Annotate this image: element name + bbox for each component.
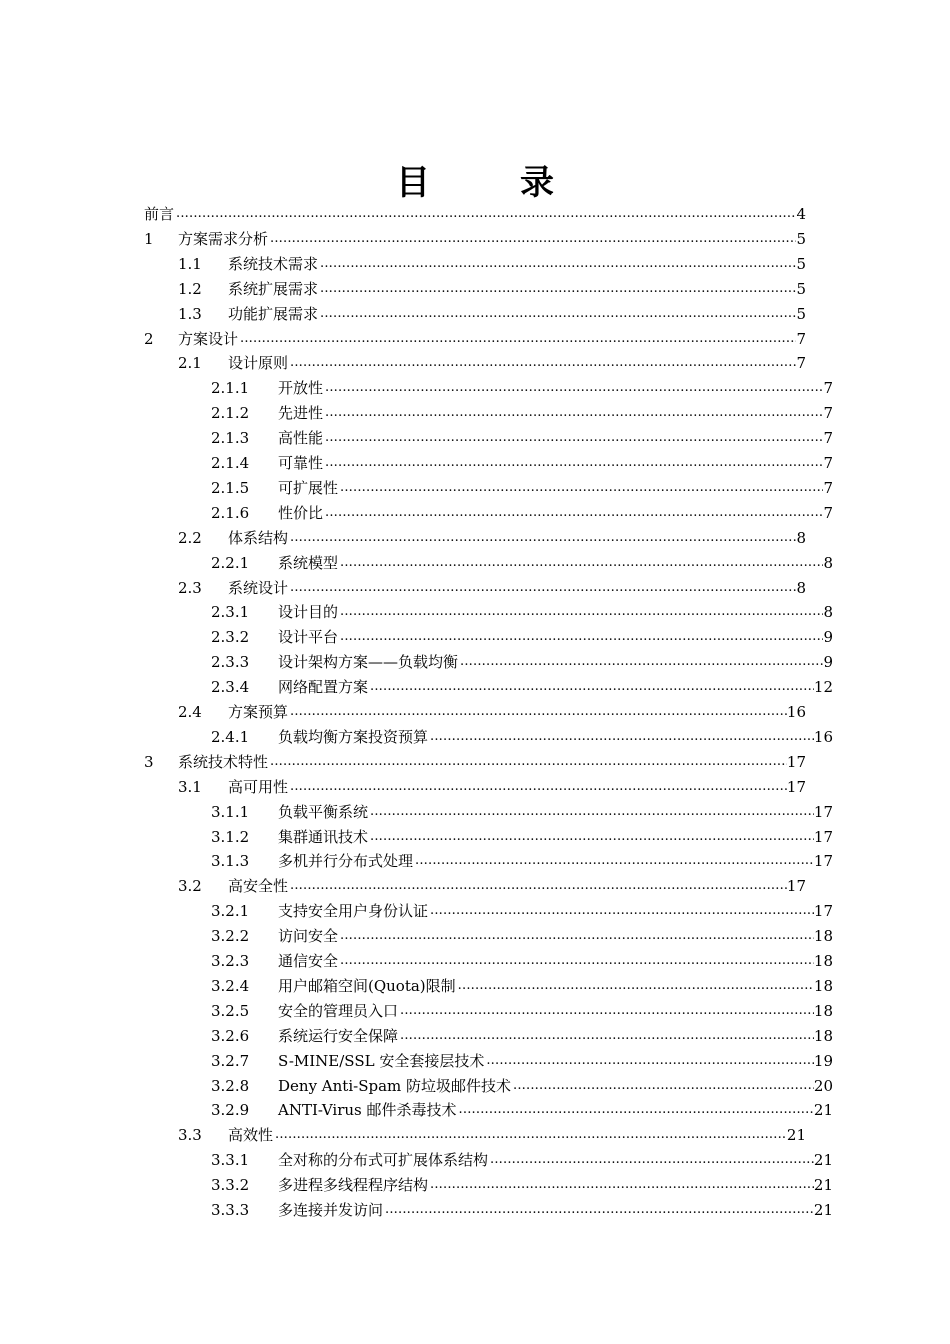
toc-entry-number: 2.1.6 [211, 503, 250, 522]
dot-leader [288, 702, 787, 722]
toc-entry[interactable] [211, 398, 833, 423]
toc-entry-number: 1.1 [178, 254, 202, 273]
toc-entry-number: 3.3.1 [211, 1151, 250, 1170]
toc-entry-number: 2.3 [178, 578, 202, 597]
dot-leader [323, 453, 823, 473]
toc-entry-title: 设计平台 [278, 628, 339, 647]
toc-entry[interactable] [211, 921, 833, 946]
toc-entry-page: 7 [823, 454, 833, 472]
toc-entry-page: 21 [786, 1126, 806, 1145]
toc-entry-title: 用户邮箱空间(Quota)限制 [278, 976, 456, 995]
toc-entry-title: 高效性 [228, 1126, 274, 1145]
toc-entry[interactable] [211, 622, 833, 647]
toc-entry-title: 网络配置方案 [278, 678, 369, 697]
toc-entry[interactable] [211, 946, 833, 971]
toc-entry-number: 2.1.5 [211, 478, 250, 497]
toc-entry-title: 支持安全用户身份认证 [278, 902, 429, 921]
toc-entry-page: 7 [823, 379, 833, 398]
dot-leader [238, 329, 796, 349]
dot-leader [488, 1150, 814, 1170]
toc-entry-number: 2.3.2 [211, 628, 250, 647]
toc-entry-title: 设计目的 [278, 603, 339, 622]
dot-leader [457, 1100, 814, 1120]
toc-entry-title: 方案预算 [228, 703, 289, 721]
dot-leader [323, 503, 823, 523]
dot-leader [338, 926, 814, 946]
toc-entry-number: 3.1.3 [211, 852, 250, 871]
dot-leader [174, 204, 796, 224]
toc-entry-title: 方案设计 [178, 329, 239, 348]
toc-entry-page: 5 [796, 304, 806, 323]
toc-entry[interactable] [178, 573, 806, 598]
toc-entry-page: 19 [813, 1051, 833, 1070]
toc-entry[interactable] [211, 672, 833, 697]
toc-entry-title: 方案需求分析 [178, 229, 269, 248]
toc-entry[interactable] [178, 274, 806, 299]
toc-entry[interactable] [211, 1095, 833, 1120]
dot-leader [413, 851, 814, 871]
toc-entry-title: ANTI-Virus 邮件杀毒技术 [278, 1101, 457, 1120]
toc-entry-number: 2.4 [178, 703, 202, 721]
toc-entry-title: 系统技术需求 [228, 254, 319, 273]
toc-entry-page: 16 [786, 703, 806, 721]
toc-entry-number: 3.2.5 [211, 1001, 250, 1020]
toc-entry-page: 7 [823, 478, 833, 497]
toc-entry-number: 3.1.2 [211, 827, 250, 846]
toc-entry-number: 3.2.8 [211, 1076, 250, 1095]
toc-entry-title: 系统模型 [278, 553, 339, 572]
toc-entry-page: 8 [823, 553, 833, 572]
dot-leader [338, 951, 814, 971]
toc-entry-title: 体系结构 [228, 528, 289, 547]
dot-leader [323, 403, 823, 423]
toc-entry-number: 1.2 [178, 279, 202, 298]
toc-entry[interactable] [211, 498, 833, 523]
toc-title: 目 录 [396, 163, 582, 203]
toc-entry-title: 设计原则 [228, 354, 289, 373]
toc-entry-number: 3.2.4 [211, 976, 250, 995]
dot-leader [368, 677, 814, 697]
toc-entry-page: 8 [823, 603, 833, 622]
toc-entry-page: 18 [813, 952, 833, 970]
toc-entry-number: 2.3.4 [211, 678, 250, 697]
toc-entry-number: 3.2.9 [211, 1101, 250, 1120]
toc-entry-title: 多进程多线程程序结构 [278, 1176, 429, 1195]
toc-entry[interactable] [211, 822, 833, 847]
toc-entry-number: 3.2.6 [211, 1026, 250, 1045]
toc-entry-title: S-MINE/SSL 安全套接层技术 [278, 1051, 485, 1070]
toc-entry-page: 9 [823, 653, 833, 672]
toc-entry-number: 2.4.1 [211, 727, 250, 746]
toc-entry-number: 3 [144, 752, 154, 771]
dot-leader [318, 254, 796, 274]
toc-entry-number: 3.3 [178, 1126, 202, 1145]
toc-entry-number: 3.2.2 [211, 927, 250, 946]
toc-entry-page: 17 [786, 777, 806, 796]
toc-entry[interactable] [211, 797, 833, 822]
toc-entry-page: 21 [813, 1201, 833, 1219]
toc-entry-number: 2.3.3 [211, 653, 250, 672]
toc-entry[interactable] [211, 996, 833, 1021]
toc-entry-page: 18 [813, 1001, 833, 1020]
toc-entry-number: 2.1.2 [211, 404, 250, 423]
toc-entry[interactable] [178, 348, 806, 373]
dot-leader [338, 602, 823, 622]
dot-leader [383, 1200, 814, 1220]
toc-entry[interactable] [144, 324, 806, 349]
toc-entry-page: 17 [813, 852, 833, 871]
dot-leader [428, 901, 814, 921]
toc-entry-page: 18 [813, 1026, 833, 1045]
dot-leader [338, 553, 823, 573]
toc-entry-title: 系统设计 [228, 578, 289, 597]
dot-leader [428, 1175, 814, 1195]
toc-entry[interactable] [211, 448, 833, 473]
toc-entry-title: 开放性 [278, 379, 324, 398]
toc-entry-page: 5 [796, 229, 806, 248]
toc-entry-number: 2.1.4 [211, 454, 250, 472]
toc-entry-page: 16 [813, 727, 833, 746]
toc-entry[interactable] [211, 1195, 833, 1220]
toc-entry[interactable] [144, 747, 806, 772]
toc-entry-title: 负载均衡方案投资预算 [278, 727, 429, 746]
toc-entry[interactable] [211, 548, 833, 573]
toc-entry-title: 访问安全 [278, 927, 339, 946]
toc-entry-page: 5 [796, 254, 806, 273]
toc-entry[interactable] [178, 249, 806, 274]
toc-entry[interactable] [211, 473, 833, 498]
toc-entry-number: 1 [144, 229, 154, 248]
toc-entry-page: 7 [796, 354, 806, 373]
toc-entry-title: 高安全性 [228, 877, 289, 896]
dot-leader [323, 378, 823, 398]
toc-entry-title: 前言 [144, 205, 175, 223]
dot-leader [273, 1125, 787, 1145]
toc-entry[interactable] [211, 1046, 833, 1071]
toc-entry-title: Deny Anti-Spam 防垃圾邮件技术 [278, 1076, 512, 1095]
dot-leader [484, 1051, 814, 1071]
toc-entry-page: 8 [796, 528, 806, 547]
toc-entry-page: 18 [813, 976, 833, 995]
toc-entry-title: 功能扩展需求 [228, 304, 319, 323]
toc-entry-page: 20 [813, 1076, 833, 1095]
toc-entry-title: 系统运行安全保障 [278, 1026, 399, 1045]
dot-leader [511, 1076, 814, 1096]
toc-entry[interactable] [178, 871, 806, 896]
toc-entry-page: 17 [786, 877, 806, 896]
toc-entry[interactable] [211, 896, 833, 921]
toc-entry[interactable] [211, 1145, 833, 1170]
toc-entry[interactable] [144, 199, 806, 224]
dot-leader [288, 528, 796, 548]
dot-leader [268, 752, 787, 772]
toc-entry-title: 负载平衡系统 [278, 802, 369, 821]
dot-leader [288, 353, 796, 373]
dot-leader [288, 777, 787, 797]
toc-entry[interactable] [211, 597, 833, 622]
toc-entry-number: 2.1.1 [211, 379, 250, 398]
toc-entry[interactable] [211, 1071, 833, 1096]
toc-entry-number: 3.1.1 [211, 802, 250, 821]
toc-entry-page: 12 [813, 678, 833, 697]
dot-leader [458, 652, 823, 672]
toc-entry-page: 7 [796, 329, 806, 348]
dot-leader [368, 827, 814, 847]
toc-entry-number: 2.2 [178, 528, 202, 547]
dot-leader [338, 627, 823, 647]
toc-entry[interactable] [178, 1120, 806, 1145]
dot-leader [268, 229, 796, 249]
dot-leader [323, 428, 823, 448]
toc-entry-page: 21 [813, 1151, 833, 1170]
dot-leader [368, 802, 814, 822]
toc-entry-title: 全对称的分布式可扩展体系结构 [278, 1151, 489, 1170]
toc-entry[interactable] [211, 722, 833, 747]
toc-entry-number: 3.1 [178, 777, 202, 796]
toc-entry-title: 可扩展性 [278, 478, 339, 497]
toc-entry-page: 21 [813, 1176, 833, 1195]
toc-entry[interactable] [211, 1021, 833, 1046]
toc-entry[interactable] [178, 772, 806, 797]
toc-entry-number: 3.2.1 [211, 902, 250, 921]
toc-entry-number: 2.1 [178, 354, 202, 373]
toc-entry-title: 设计架构方案——负载均衡 [278, 653, 459, 672]
dot-leader [338, 478, 823, 498]
toc-entry[interactable] [178, 697, 806, 722]
toc-entry[interactable] [211, 971, 833, 996]
toc-entry-page: 5 [796, 279, 806, 298]
toc-entry-number: 2 [144, 329, 154, 348]
toc-entry[interactable] [211, 423, 833, 448]
toc-entry[interactable] [211, 1170, 833, 1195]
toc-entry-title: 安全的管理员入口 [278, 1001, 399, 1020]
toc-entry-number: 2.2.1 [211, 553, 250, 572]
toc-entry-page: 7 [823, 429, 833, 448]
toc-entry-number: 3.3.3 [211, 1201, 250, 1219]
toc-entry-number: 3.2.3 [211, 952, 250, 970]
toc-entry-title: 高性能 [278, 429, 324, 448]
toc-entry-title: 可靠性 [278, 454, 324, 472]
toc-entry-page: 17 [813, 802, 833, 821]
dot-leader [428, 727, 814, 747]
dot-leader [398, 1001, 814, 1021]
toc-entry-title: 多机并行分布式处理 [278, 852, 414, 871]
toc-entry-title: 多连接并发访问 [278, 1201, 384, 1219]
toc-entry[interactable] [144, 224, 806, 249]
toc-entry[interactable] [211, 846, 833, 871]
toc-entry-number: 2.3.1 [211, 603, 250, 622]
toc-entry-page: 21 [813, 1101, 833, 1120]
toc-entry-page: 8 [796, 578, 806, 597]
dot-leader [288, 578, 796, 598]
toc-entry-page: 17 [813, 902, 833, 921]
toc-entry-page: 9 [823, 628, 833, 647]
toc-entry-number: 3.2 [178, 877, 202, 896]
toc-entry[interactable] [178, 299, 806, 324]
toc-entry-number: 1.3 [178, 304, 202, 323]
toc-entry-title: 通信安全 [278, 952, 339, 970]
toc-entry-title: 集群通讯技术 [278, 827, 369, 846]
toc-entry-title: 先进性 [278, 404, 324, 423]
toc-entry-number: 3.3.2 [211, 1176, 250, 1195]
toc-entry-number: 3.2.7 [211, 1051, 250, 1070]
dot-leader [456, 976, 814, 996]
toc-entry-title: 系统扩展需求 [228, 279, 319, 298]
toc-entry-title: 性价比 [278, 503, 324, 522]
dot-leader [288, 876, 787, 896]
toc-entry-page: 4 [796, 205, 806, 223]
toc-entry-number: 2.1.3 [211, 429, 250, 448]
dot-leader [318, 279, 796, 299]
toc-entry[interactable] [178, 523, 806, 548]
toc-entry-title: 高可用性 [228, 777, 289, 796]
toc-entry-title: 系统技术特性 [178, 752, 269, 771]
toc-entry-page: 17 [813, 827, 833, 846]
toc-entry[interactable] [211, 647, 833, 672]
toc-entry-page: 17 [786, 752, 806, 771]
toc-entry-page: 7 [823, 503, 833, 522]
toc-entry-page: 18 [813, 927, 833, 946]
dot-leader [318, 304, 796, 324]
dot-leader [398, 1026, 814, 1046]
toc-entry[interactable] [211, 373, 833, 398]
toc-entry-page: 7 [823, 404, 833, 423]
